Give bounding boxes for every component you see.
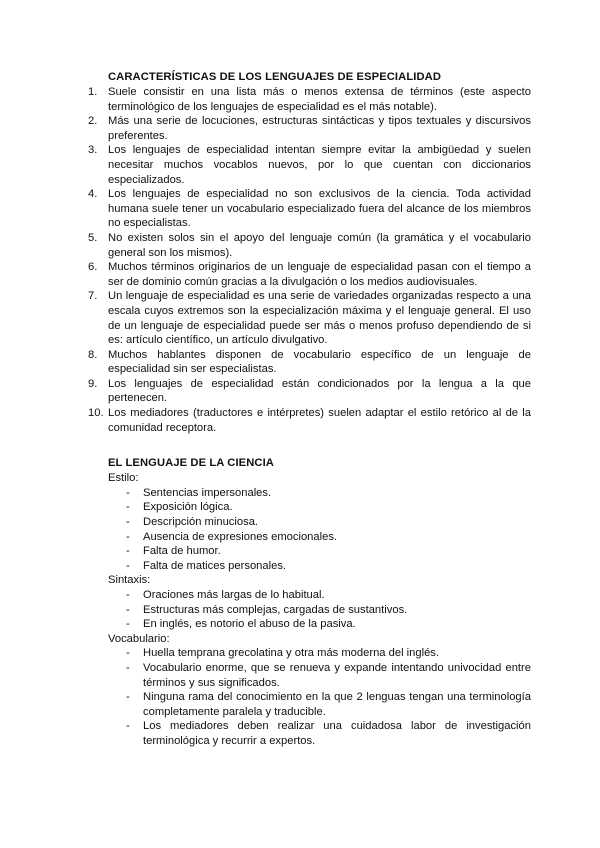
group-label-sintaxis: Sintaxis: <box>108 574 151 587</box>
list-item <box>108 559 531 574</box>
item-text: Vocabulario enorme, que se renueva y expande intentando univocidad entre términos y sus significados. <box>143 661 531 689</box>
list-item <box>88 377 531 406</box>
item-text: Muchos hablantes disponen de vocabulario específico de un lenguaje de especialidad sin ser especialistas. <box>108 348 531 376</box>
dash-bullet: - <box>126 618 130 631</box>
list-item <box>108 486 531 501</box>
list-item <box>108 617 531 632</box>
item-text: Sentencias impersonales. <box>143 486 272 499</box>
item-text: Los lenguajes de especialidad están condicionados por la lengua a la que pertenecen. <box>108 377 531 405</box>
item-number: 3. <box>88 144 98 157</box>
item-text: Suele consistir en una lista más o menos extensa de términos (este aspecto terminológico de los lenguajes de especialidad es el más notable). <box>108 86 531 113</box>
vocabulario-list <box>108 646 531 748</box>
sintaxis-list <box>108 588 531 632</box>
item-text: Un lenguaje de especialidad es una serie de variedades organizadas respecto a una escala cuyos extremos son la especialización máxima y el lenguaje general. El uso de un lenguaje de especialidad puede ser más o menos profuso dependiendo de si es: artículo científico, un artículo divulgativo. <box>108 290 531 347</box>
item-text: Exposición lógica. <box>143 501 233 514</box>
item-text: Más una serie de locuciones, estructuras sintácticas y tipos textuales y discursivos preferentes. <box>108 115 531 142</box>
item-number: 6. <box>88 261 98 274</box>
list-item <box>108 661 531 690</box>
item-text: Descripción minuciosa. <box>143 516 259 529</box>
item-text: Los mediadores (traductores e intérpretes) suelen adaptar el estilo retórico al de la comunidad receptora. <box>108 407 531 434</box>
dash-bullet: - <box>126 603 130 616</box>
item-number: 4. <box>88 188 98 201</box>
list-item <box>108 719 531 748</box>
dash-bullet: - <box>126 516 130 529</box>
dash-bullet: - <box>126 647 130 660</box>
dash-bullet: - <box>126 559 130 572</box>
list-item <box>108 500 531 515</box>
group-label-estilo: Estilo: <box>108 472 139 485</box>
section-heading-ciencia: EL LENGUAJE DE LA CIENCIA <box>108 457 274 470</box>
item-text: Ausencia de expresiones emocionales. <box>143 530 338 543</box>
item-text: Muchos términos originarios de un lenguaje de especialidad pasan con el tiempo a ser de dominio común gracias a la divulgación o los medios audiovisuales. <box>108 261 531 288</box>
dash-bullet: - <box>126 589 130 601</box>
item-text: Oraciones más largas de lo habitual. <box>143 589 325 601</box>
list-item <box>108 690 531 719</box>
item-text: Los lenguajes de especialidad intentan siempre evitar la ambigüedad y suelen necesitar muchos vocablos nuevos, por lo que cuentan con diccionarios especializados. <box>108 144 531 186</box>
dash-bullet: - <box>126 501 130 514</box>
item-text: En inglés, es notorio el abuso de la pasiva. <box>143 618 356 631</box>
list-item <box>88 231 531 260</box>
item-text: No existen solos sin el apoyo del lenguaje común (la gramática y el vocabulario general son los mismos). <box>108 231 531 259</box>
item-number: 5. <box>88 231 98 244</box>
item-text: Huella temprana grecolatina y otra más moderna del inglés. <box>143 647 440 660</box>
dash-bullet: - <box>126 486 130 499</box>
section-heading-caracteristicas: CARACTERÍSTICAS DE LOS LENGUAJES DE ESPECIALIDAD <box>108 71 442 83</box>
dash-bullet: - <box>126 691 130 704</box>
dash-bullet: - <box>126 545 130 558</box>
list-item <box>108 603 531 618</box>
dash-bullet: - <box>126 661 130 674</box>
list-item <box>108 530 531 545</box>
item-number: 2. <box>88 115 98 128</box>
list-item <box>88 143 531 187</box>
section-lenguaje-ciencia <box>88 456 531 748</box>
list-item <box>108 646 531 661</box>
item-number: 9. <box>88 377 98 390</box>
list-item <box>88 85 531 114</box>
item-number: 10. <box>88 407 104 420</box>
list-item <box>88 289 531 347</box>
item-text: Falta de matices personales. <box>143 559 287 572</box>
item-text: Los mediadores deben realizar una cuidadosa labor de investigación terminológica y recurrir a expertos. <box>143 720 531 747</box>
list-item <box>108 588 531 603</box>
list-item <box>108 515 531 530</box>
list-item <box>108 544 531 559</box>
list-item <box>88 260 531 289</box>
item-text: Falta de humor. <box>143 545 221 558</box>
item-number: 7. <box>88 290 98 303</box>
list-item <box>88 187 531 231</box>
group-label-vocabulario: Vocabulario: <box>108 632 170 645</box>
estilo-list <box>108 486 531 574</box>
item-number: 1. <box>88 86 98 98</box>
list-item <box>88 348 531 377</box>
item-text: Ninguna rama del conocimiento en la que 2 lenguas tengan una terminología completamente paralela y traducible. <box>143 691 531 718</box>
list-item <box>88 406 531 435</box>
list-item <box>88 114 531 143</box>
dash-bullet: - <box>126 720 130 733</box>
characteristics-list <box>88 85 531 435</box>
item-text: Estructuras más complejas, cargadas de sustantivos. <box>143 603 408 616</box>
item-number: 8. <box>88 348 98 361</box>
item-text: Los lenguajes de especialidad no son exclusivos de la ciencia. Toda actividad humana suele tener un vocabulario especializado fuera del alcance de los miembros no especialistas. <box>108 188 531 230</box>
dash-bullet: - <box>126 530 130 543</box>
